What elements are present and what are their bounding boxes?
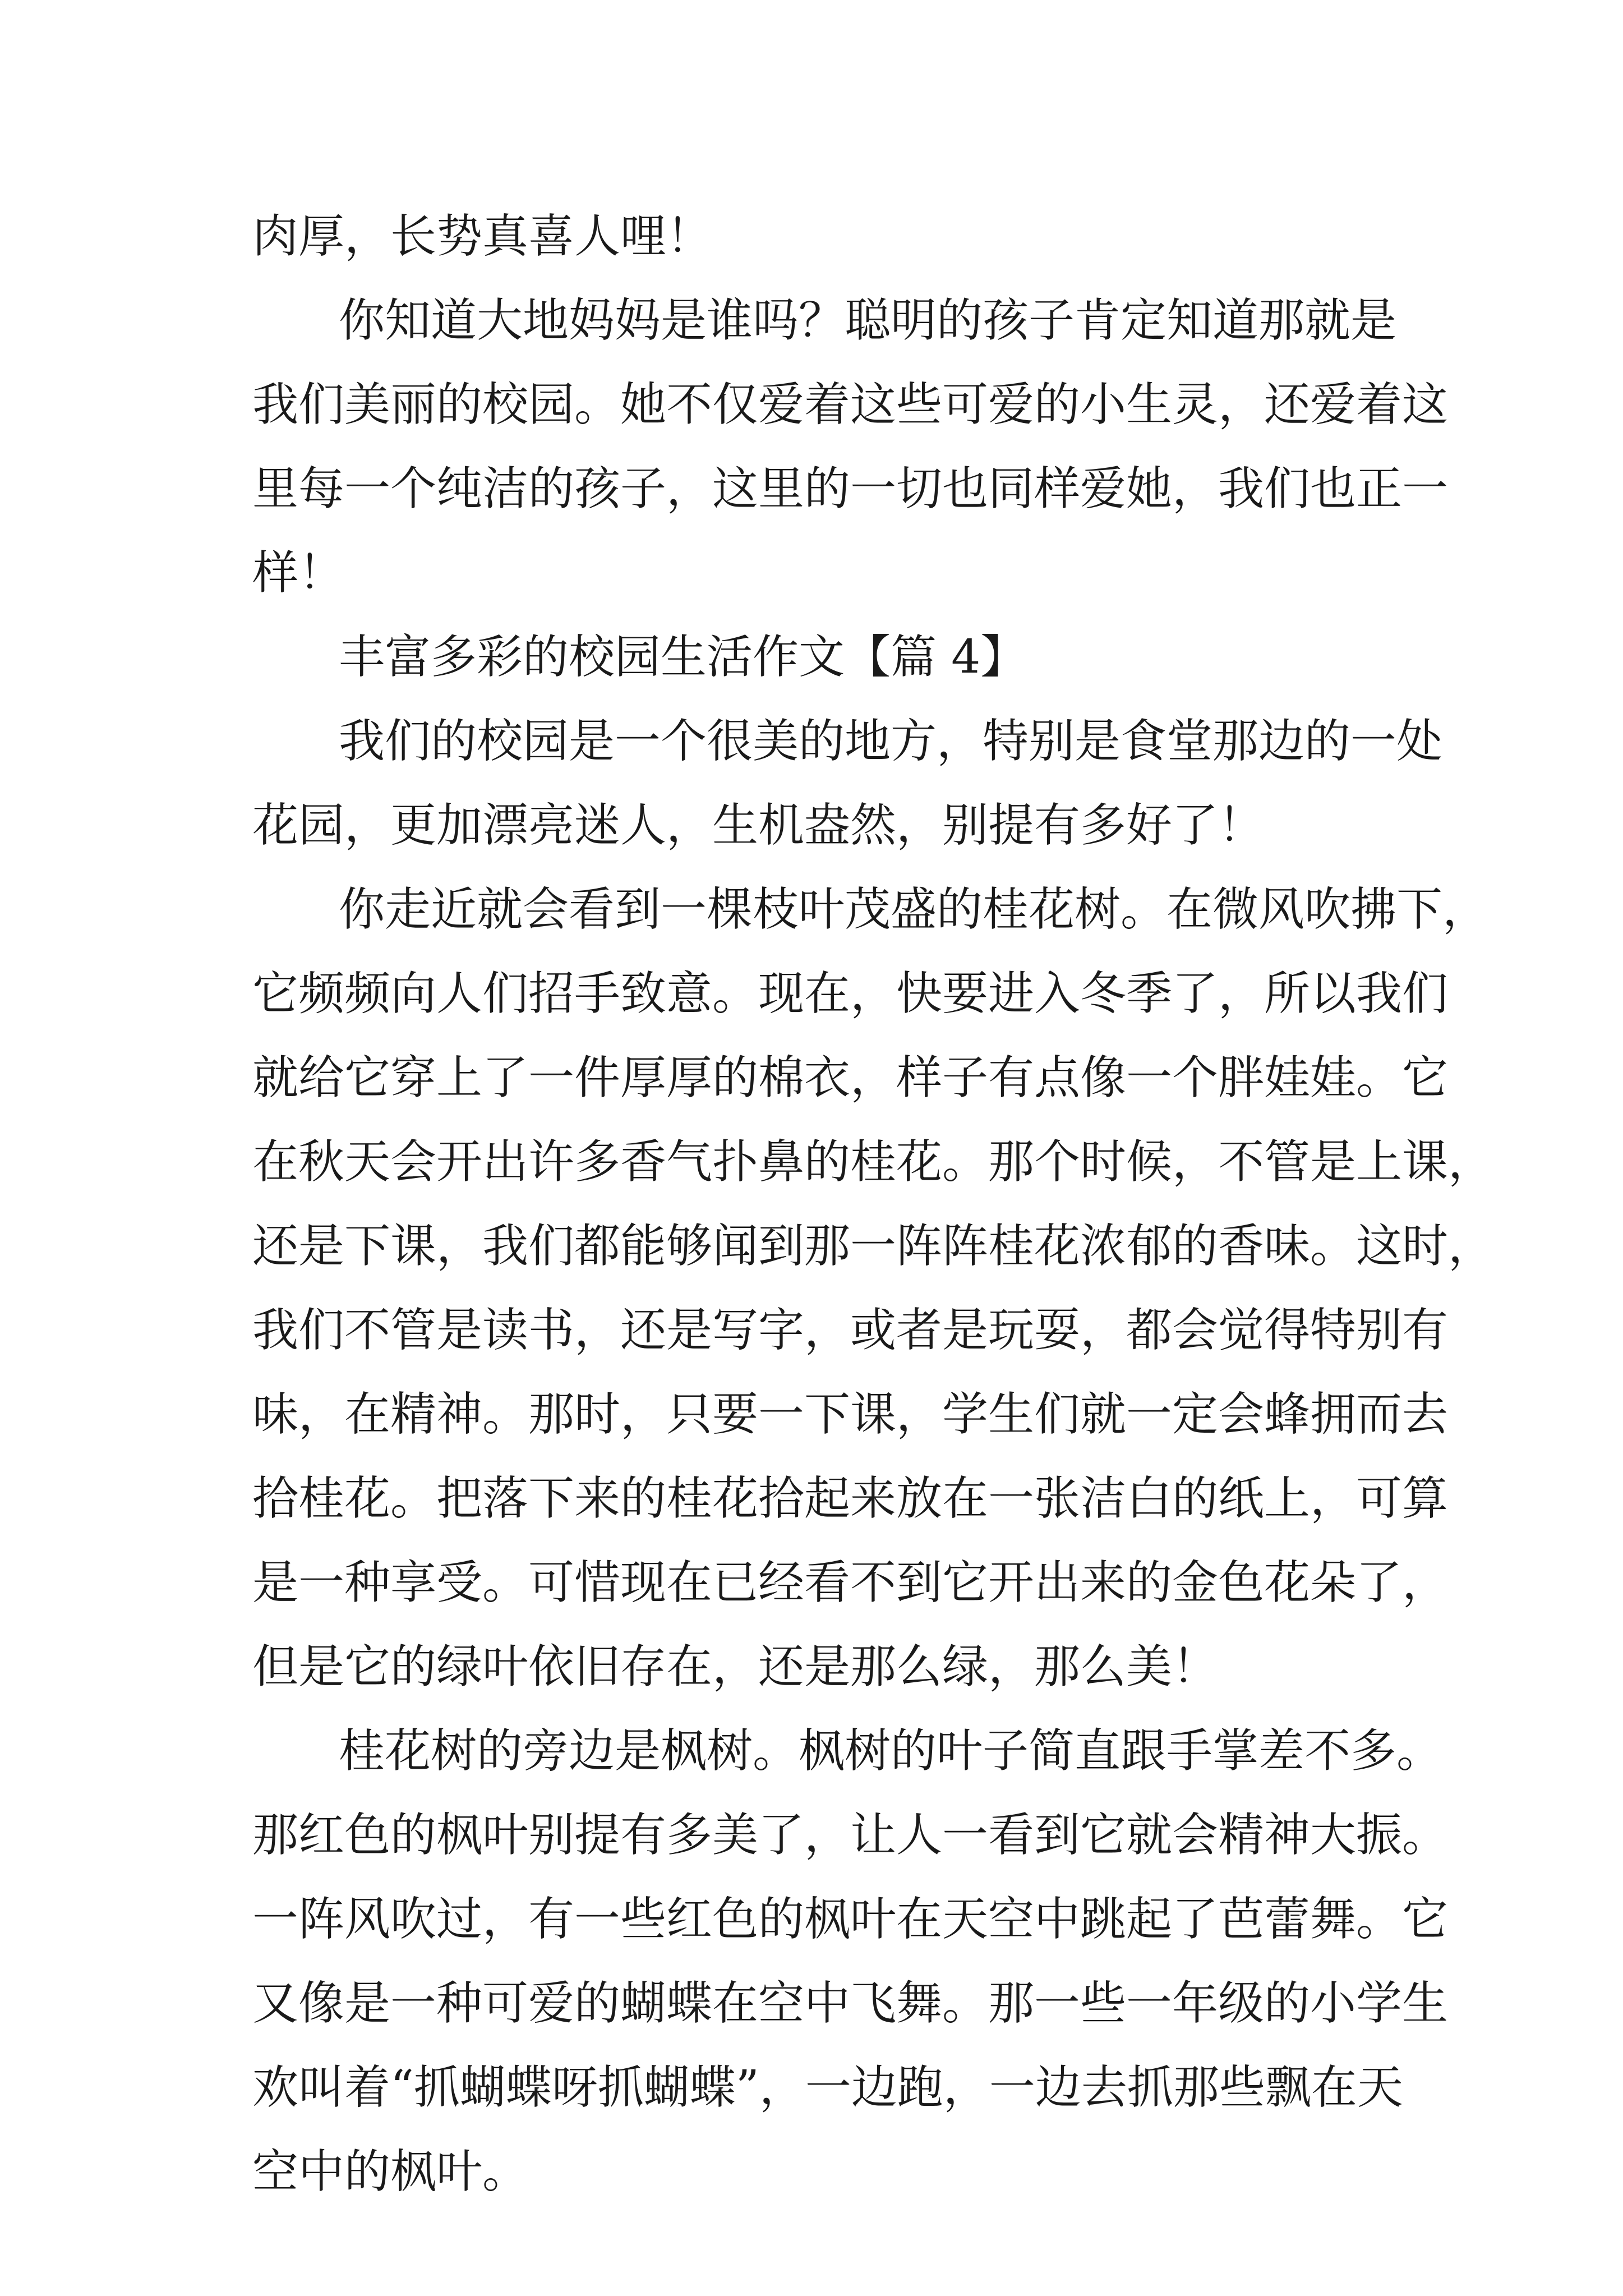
- text-line: 你知道大地妈妈是谁吗？聪明的孩子肯定知道那就是: [339, 294, 1397, 347]
- text-line: 它频频向人们招手致意。现在，快要进入冬季了，所以我们: [252, 967, 1449, 1020]
- text-line: 我们的校园是一个很美的地方，特别是食堂那边的一处: [339, 715, 1443, 768]
- text-line: 在秋天会开出许多香气扑鼻的桂花。那个时候，不管是上课，: [252, 1135, 1495, 1189]
- text-line: 又像是一种可爱的蝴蝶在空中飞舞。那一些一年级的小学生: [252, 1977, 1449, 2030]
- text-line: 就给它穿上了一件厚厚的棉衣，样子有点像一个胖娃娃。它: [252, 1051, 1449, 1105]
- text-line: 是一种享受。可惜现在已经看不到它开出来的金色花朵了，: [252, 1556, 1449, 1609]
- text-line: 花园，更加漂亮迷人，生机盎然，别提有多好了！: [252, 799, 1265, 852]
- text-line: 还是下课，我们都能够闻到那一阵阵桂花浓郁的香味。这时，: [252, 1220, 1495, 1273]
- text-line: 桂花树的旁边是枫树。枫树的叶子简直跟手掌差不多。: [339, 1724, 1443, 1778]
- text-line: 但是它的绿叶依旧存在，还是那么绿，那么美！: [252, 1640, 1219, 1694]
- text-line: 我们美丽的校园。她不仅爱着这些可爱的小生灵，还爱着这: [252, 378, 1449, 431]
- text-line: 空中的枫叶。: [252, 2145, 529, 2198]
- text-line: 味，在精神。那时，只要一下课，学生们就一定会蜂拥而去: [252, 1388, 1449, 1441]
- text-line: 拾桂花。把落下来的桂花拾起来放在一张洁白的纸上，可算: [252, 1472, 1449, 1525]
- text-line: 样！: [252, 546, 345, 600]
- text-line: 一阵风吹过，有一些红色的枫叶在天空中跳起了芭蕾舞。它: [252, 1893, 1449, 1946]
- text-line: 里每一个纯洁的孩子，这里的一切也同样爱她，我们也正一: [252, 462, 1449, 516]
- text-line: 你走近就会看到一棵枝叶茂盛的桂花树。在微风吹拂下，: [339, 883, 1489, 936]
- text-line: 欢叫着“抓蝴蝶呀抓蝴蝶”，一边跑，一边去抓那些飘在天: [252, 2061, 1403, 2114]
- text-line: 我们不管是读书，还是写字，或者是玩耍，都会觉得特别有: [252, 1304, 1449, 1357]
- text-line: 那红色的枫叶别提有多美了，让人一看到它就会精神大振。: [252, 1809, 1449, 1862]
- text-line: 肉厚，长势真喜人哩！: [252, 210, 713, 263]
- section-heading: 丰富多彩的校园生活作文【篇 4】: [339, 631, 1027, 684]
